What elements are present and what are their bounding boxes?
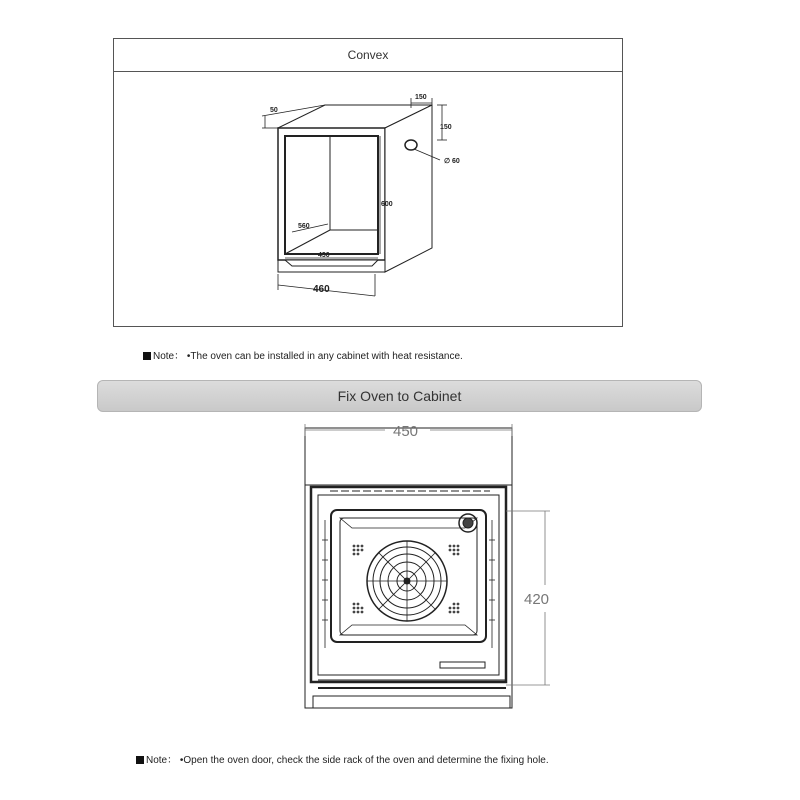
- dim-hole-diameter: ∅ 60: [444, 158, 460, 165]
- dim-hole-offset-x: 150: [415, 94, 427, 101]
- dim-inner-width: 430: [318, 252, 330, 259]
- note-2-prefix: Note：: [146, 755, 178, 766]
- cabinet-side-face: [385, 105, 432, 272]
- fix-oven-title: Fix Oven to Cabinet: [337, 388, 462, 404]
- note-2-text: •Open the oven door, check the side rack of the oven and determine the fixing hole.: [179, 755, 549, 766]
- oven-bottom-plate: [440, 662, 485, 668]
- oven-front-diagram: [0, 415, 800, 735]
- vent-holes-top-left: [353, 545, 364, 556]
- vent-holes-top-right: [449, 545, 460, 556]
- vent-holes-bottom-left: [353, 603, 364, 614]
- note-bullet-square-icon: [136, 756, 144, 764]
- fan-icon: [367, 541, 447, 621]
- dim-outer-width: 460: [313, 284, 330, 295]
- cabinet-cutout-diagram: [0, 0, 800, 330]
- dim-height: 600: [381, 201, 393, 208]
- note-bullet-square-icon: [143, 352, 151, 360]
- cabinet-outline: [305, 428, 512, 708]
- dim-top-lip: 50: [270, 107, 278, 114]
- dim-oven-height: 420: [524, 591, 550, 608]
- vent-holes-bottom-right: [449, 603, 460, 614]
- note-1-text: •The oven can be installed in any cabinet with heat resistance.: [186, 351, 463, 362]
- fix-oven-header-bar: [97, 380, 702, 412]
- cabinet-opening: [285, 136, 378, 254]
- convex-title: Convex: [114, 39, 622, 72]
- note-2: [136, 751, 549, 766]
- note-1: [143, 347, 463, 362]
- dim-hole-offset-y: 150: [440, 124, 452, 131]
- cabinet-base: [313, 696, 510, 708]
- note-1-prefix: Note：: [153, 351, 185, 362]
- dim-depth: 560: [298, 223, 310, 230]
- dim-oven-width: 450: [393, 423, 419, 440]
